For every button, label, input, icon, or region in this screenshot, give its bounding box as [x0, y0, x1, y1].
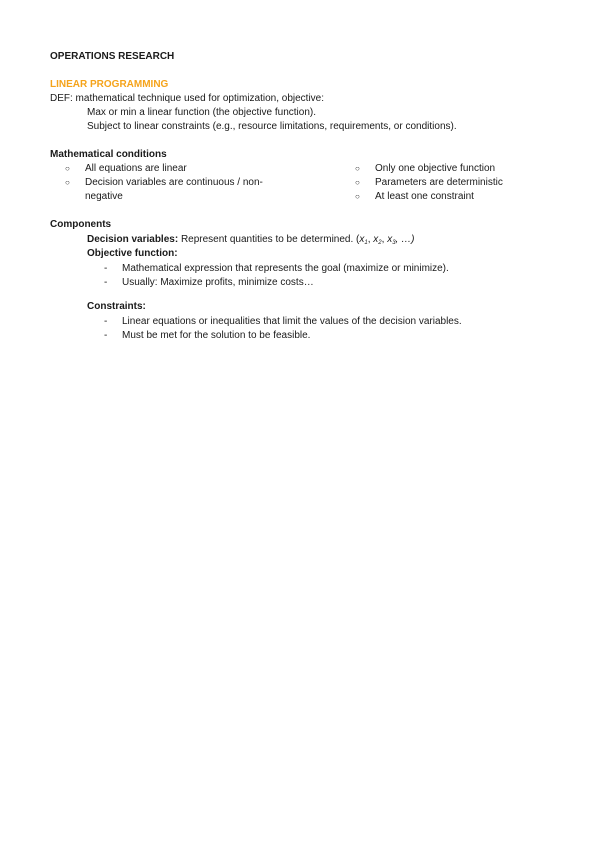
list-item-text: At least one constraint: [375, 191, 474, 202]
dash-bullet-icon: -: [104, 277, 108, 288]
list-item: [65, 162, 285, 176]
objective-function-title: Objective function:: [87, 248, 178, 259]
decision-variables-text: Represent quantities to be determined. (: [180, 234, 360, 245]
definition-subline-1: Max or min a linear function (the objective function).: [87, 107, 316, 118]
variable-x2: $x_2$: [373, 234, 382, 246]
list-item-text: Mathematical expression that represents the goal (maximize or minimize).: [122, 263, 449, 274]
list-item-text: Linear equations or inequalities that limit the values of the decision variables.: [122, 316, 462, 327]
math-conditions-title: Mathematical conditions: [50, 149, 167, 160]
circle-bullet-icon: ○: [65, 178, 70, 187]
document-title: OPERATIONS RESEARCH: [50, 51, 175, 62]
dash-bullet-icon: -: [104, 263, 108, 274]
constraints-list: [104, 315, 462, 343]
list-item: [355, 190, 575, 204]
objective-function-list: [104, 262, 449, 290]
decision-variables-label: Decision variables:: [87, 234, 179, 245]
variable-x3: $x_3$: [387, 234, 396, 246]
list-item: [65, 176, 285, 204]
list-item-text: Must be met for the solution to be feasible.: [122, 330, 311, 341]
definition-line: DEF: mathematical technique used for optimization, objective:: [50, 93, 325, 104]
dash-bullet-icon: -: [104, 330, 108, 341]
constraints-title: Constraints:: [87, 301, 146, 312]
decision-variables-line: Decision variables: Represent quantities to be determined. ($x_1$, $x_2$, $x_3$, …): [87, 234, 415, 246]
circle-bullet-icon: ○: [65, 164, 70, 173]
list-item-text: All equations are linear: [85, 163, 187, 174]
circle-bullet-icon: ○: [355, 164, 360, 173]
section-title: LINEAR PROGRAMMING: [50, 79, 169, 90]
list-item-text: Parameters are deterministic: [375, 177, 503, 188]
variable-x1: $x_1$: [359, 234, 368, 246]
list-item: [104, 262, 449, 276]
components-title: Components: [50, 219, 112, 230]
dash-bullet-icon: -: [104, 316, 108, 327]
list-item: [104, 315, 462, 329]
variables-ellipsis: , …): [395, 234, 415, 245]
list-item: [355, 162, 575, 176]
list-item-text: Usually: Maximize profits, minimize costs…: [122, 277, 314, 288]
list-item-text: Decision variables are continuous / non-negative: [85, 177, 263, 202]
math-conditions-left-list: [65, 162, 285, 204]
definition-subline-2: Subject to linear constraints (e.g., resource limitations, requirements, or conditions).: [87, 121, 457, 132]
circle-bullet-icon: ○: [355, 178, 360, 187]
circle-bullet-icon: ○: [355, 192, 360, 201]
math-conditions-right-list: [355, 162, 575, 204]
list-item: [104, 329, 462, 343]
list-item: [104, 276, 449, 290]
list-item-text: Only one objective function: [375, 163, 496, 174]
list-item: [355, 176, 575, 190]
